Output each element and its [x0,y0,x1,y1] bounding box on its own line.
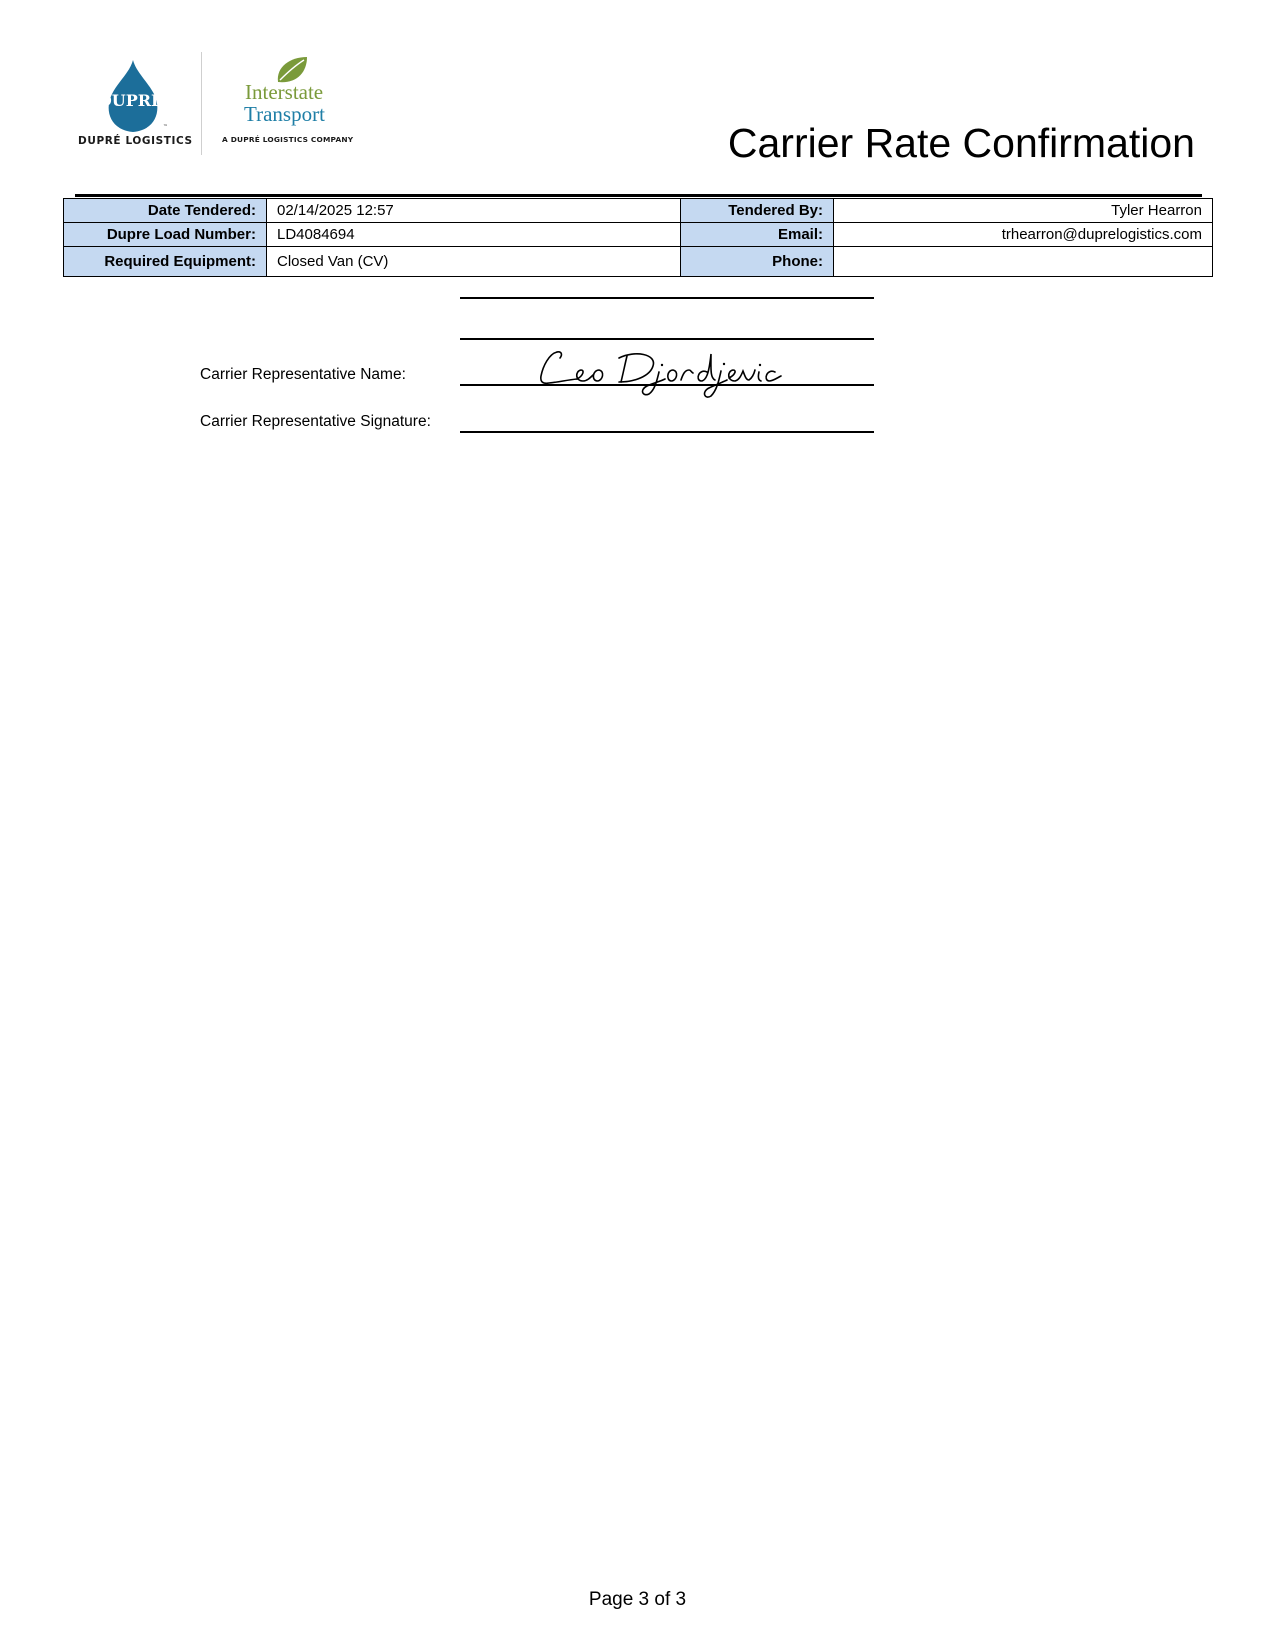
date-tendered-label: Date Tendered: [64,199,267,223]
table-row [64,199,1213,223]
page-title: Carrier Rate Confirmation [727,120,1195,166]
dupre-logo [78,58,193,150]
phone-value [834,247,1213,277]
interstate-tagline: A DUPRÉ LOGISTICS COMPANY [222,135,354,144]
interstate-wordmark-line1: Interstate [245,80,324,104]
dupre-logo-caption: DUPRÉ LOGISTICS [78,135,193,147]
load-number-label: Dupre Load Number: [64,223,267,247]
table-row [64,223,1213,247]
phone-label: Phone: [681,247,834,277]
svg-text:™: ™ [163,124,168,130]
rep-name-handwritten-signature [535,346,785,400]
tendered-by-label: Tendered By: [681,199,834,223]
interstate-transport-logo [218,55,373,147]
page-number: Page 3 of 3 [588,1589,687,1610]
email-label: Email: [681,223,834,247]
tender-info-table [63,198,1213,277]
equipment-label: Required Equipment: [64,247,267,277]
rep-name-label: Carrier Representative Name: [200,366,406,383]
blank-line-1 [460,297,874,299]
date-tendered-value: 02/14/2025 12:57 [267,199,681,223]
equipment-value: Closed Van (CV) [267,247,681,277]
load-number-value: LD4084694 [267,223,681,247]
rep-name-line [460,384,874,386]
rep-signature-line [460,431,874,433]
interstate-wordmark-line2: Transport [244,102,325,126]
dupre-drop-icon [78,58,188,136]
blank-line-2 [460,338,874,340]
email-value: trhearron@duprelogistics.com [834,223,1213,247]
table-row [64,247,1213,277]
tendered-by-value: Tyler Hearron [834,199,1213,223]
svg-text:DUPRE': DUPRE' [97,91,169,110]
title-divider [75,194,1202,197]
rep-signature-label: Carrier Representative Signature: [200,413,431,430]
logo-divider [201,52,202,155]
